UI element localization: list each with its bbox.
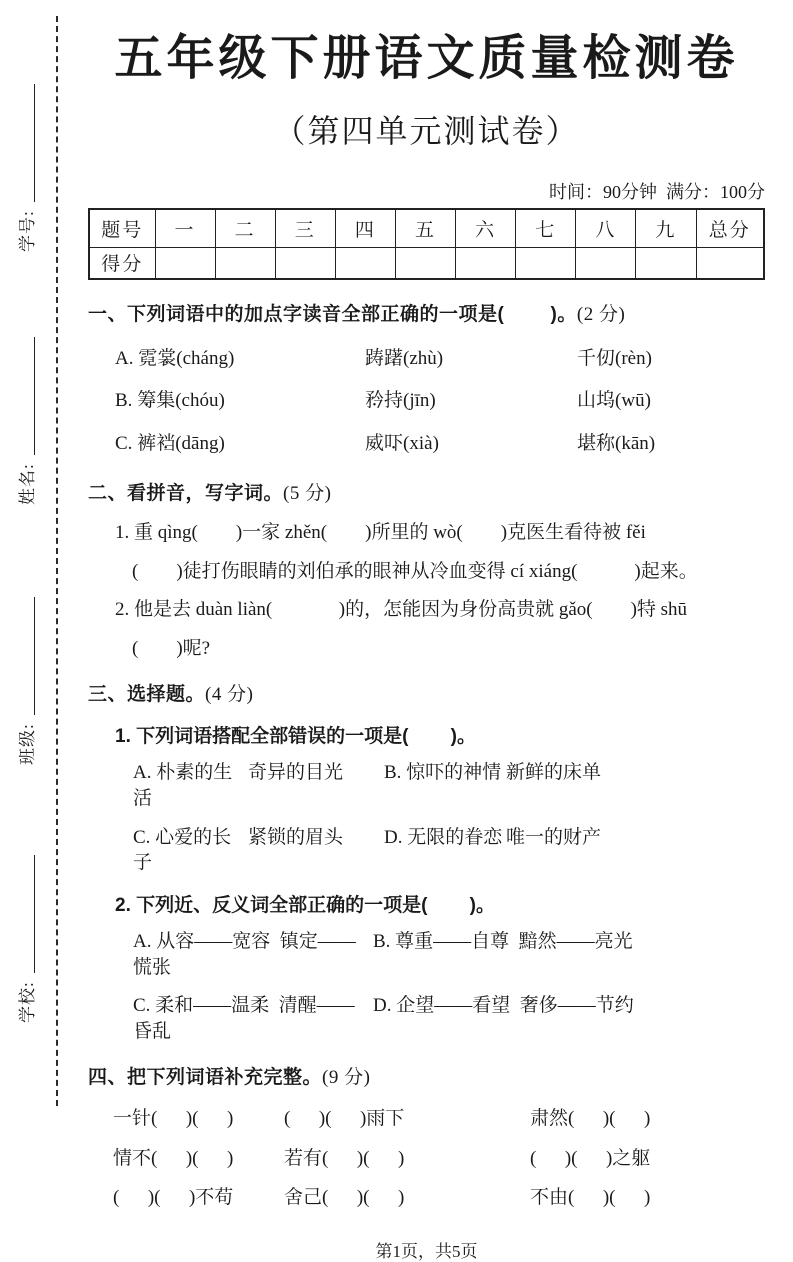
section1-heading <box>88 302 765 328</box>
word-blank: 若有( )( ) <box>284 1147 405 1169</box>
pinyin-sentence-line: ( )呢? <box>132 638 211 660</box>
option-word: 矜持(jīn) <box>365 390 436 412</box>
word-blank: ( )( )雨下 <box>284 1108 405 1130</box>
section3-score: (4 分) <box>205 683 254 705</box>
word-blank: ( )( )之躯 <box>530 1147 651 1169</box>
option-word: B. 筹集(chóu) <box>115 390 225 412</box>
page-subtitle: （第四单元测试卷） <box>273 112 580 149</box>
dotted-char: 坞 <box>596 390 616 412</box>
section3-q2-prompt: 2. 下列近、反义词全部正确的一项是( )。 <box>115 894 496 916</box>
name-label: 姓名: <box>18 463 37 505</box>
option-phrase: 新鲜的床单 <box>506 762 602 784</box>
pinyin-sentence-line: ( )徒打伤眼睛的刘伯承的眼神从冷血变得 cí xiáng( )起来。 <box>132 560 698 582</box>
section4-score: (9 分) <box>322 1066 371 1088</box>
header-cell: 八 <box>576 209 636 248</box>
sidebar-field-name <box>12 327 38 505</box>
section2-score: (5 分) <box>283 482 332 504</box>
option-phrase: C. 柔和——温柔 清醒——昏乱 <box>133 995 355 1042</box>
option-phrase: D. 企望——看望 奢侈——节约 <box>373 995 634 1017</box>
word-blank: 情不( )( ) <box>113 1147 234 1169</box>
pinyin-sentence-line: 2. 他是去 duàn liàn( )的，怎能因为身份高贵就 gǎo( )特 shū <box>115 599 688 621</box>
header-cell: 总分 <box>696 209 764 248</box>
score-cell <box>516 247 576 279</box>
header-cell: 题号 <box>89 209 155 248</box>
dotted-char: 仞 <box>596 347 616 369</box>
word-blank: 一针( )( ) <box>113 1108 234 1130</box>
dotted-char: 矜 <box>365 390 385 412</box>
section3-q1-options <box>88 760 765 876</box>
header-cell: 五 <box>395 209 455 248</box>
option-word: 千仞(rèn) <box>577 347 652 369</box>
section3-heading <box>88 682 765 708</box>
page-title: 五年级下册语文质量检测卷 <box>114 32 739 85</box>
fold-dashed-line <box>56 16 58 1106</box>
option-word: C. 裤裆(dāng) <box>115 432 225 454</box>
header-cell: 二 <box>215 209 275 248</box>
option-phrase: A. 从容——宽容 镇定——慌张 <box>133 930 356 978</box>
dotted-char: 吓 <box>384 432 404 454</box>
score-cell <box>576 247 636 279</box>
score-table <box>88 208 765 280</box>
class-write-line <box>33 597 35 715</box>
header-cell: 七 <box>516 209 576 248</box>
name-write-line <box>33 337 35 455</box>
page-number: 第1页，共5页 <box>375 1242 478 1262</box>
paper-body <box>88 0 765 1262</box>
section1-heading-text: 一、下列词语中的加点字读音全部正确的一项是( )。 <box>88 303 577 325</box>
score-table-header-row <box>89 209 764 248</box>
school-write-line <box>33 855 35 973</box>
header-cell: 六 <box>456 209 516 248</box>
sidebar-field-student-number <box>12 74 38 252</box>
section1-score: (2 分) <box>576 303 626 325</box>
score-cell <box>636 247 696 279</box>
option-phrase: A. 朴素的生活 <box>133 762 233 810</box>
dotted-char: 堪 <box>577 432 597 454</box>
score-cell <box>335 247 395 279</box>
section3-q1-prompt: 1. 下列词语搭配全部错误的一项是( )。 <box>115 726 477 748</box>
header-cell: 四 <box>335 209 395 248</box>
section2-heading-text: 二、看拼音，写字词。 <box>88 482 284 504</box>
section4-heading <box>88 1065 765 1091</box>
score-row-label: 得分 <box>89 247 155 279</box>
option-word: 山坞(wū) <box>577 390 651 412</box>
dotted-char: 躇 <box>384 347 404 369</box>
score-cell <box>155 247 215 279</box>
dotted-char: 裳 <box>157 347 177 369</box>
student-number-write-line <box>33 84 35 202</box>
header-cell: 九 <box>636 209 696 248</box>
header-cell: 三 <box>275 209 335 248</box>
section4-heading-text: 四、把下列词语补充完整。 <box>88 1066 323 1088</box>
option-phrase: 紧锁的眉头 <box>248 826 344 848</box>
score-cell <box>275 247 335 279</box>
score-cell <box>456 247 516 279</box>
class-label: 班级: <box>18 723 37 765</box>
score-table-score-row <box>89 247 764 279</box>
option-phrase: B. 惊吓的神情 <box>384 762 502 784</box>
score-cell <box>395 247 455 279</box>
option-phrase: 唯一的财产 <box>506 826 602 848</box>
time-fullmark-note: 时间：90分钟 满分：100分 <box>549 181 765 202</box>
word-blank: 不由( )( ) <box>530 1187 651 1209</box>
dotted-char: 筹 <box>137 390 157 412</box>
section2-heading <box>88 481 765 507</box>
score-cell <box>696 247 764 279</box>
dotted-char: 裆 <box>156 432 176 454</box>
score-cell <box>215 247 275 279</box>
school-label: 学校: <box>18 981 37 1023</box>
option-word: 踌躇(zhù) <box>365 347 444 369</box>
section2-body <box>88 520 765 662</box>
option-phrase: B. 尊重——自尊 黯然——亮光 <box>373 930 633 952</box>
option-word: 堪称(kān) <box>577 432 656 454</box>
word-blank: ( )( )不苟 <box>113 1187 234 1209</box>
section3-heading-text: 三、选择题。 <box>88 683 206 705</box>
option-phrase: C. 心爱的长子 <box>133 826 232 874</box>
option-word: A. 霓裳(cháng) <box>115 347 235 369</box>
section1-options <box>88 346 765 457</box>
option-word: 威吓(xià) <box>365 432 439 454</box>
pinyin-sentence-line: 1. 重 qìng( )一家 zhěn( )所里的 wò( )克医生看待被 fěi <box>115 522 646 544</box>
student-number-label: 学号: <box>18 210 37 252</box>
sidebar-field-class <box>12 587 38 765</box>
option-phrase: D. 无限的眷恋 <box>384 826 503 848</box>
option-phrase: 奇异的目光 <box>248 762 344 784</box>
section3-q2-options <box>88 929 765 1045</box>
sidebar-field-school <box>12 845 38 1023</box>
header-cell: 一 <box>155 209 215 248</box>
word-blank: 肃然( )( ) <box>530 1108 651 1130</box>
word-blank: 舍己( )( ) <box>284 1187 405 1209</box>
